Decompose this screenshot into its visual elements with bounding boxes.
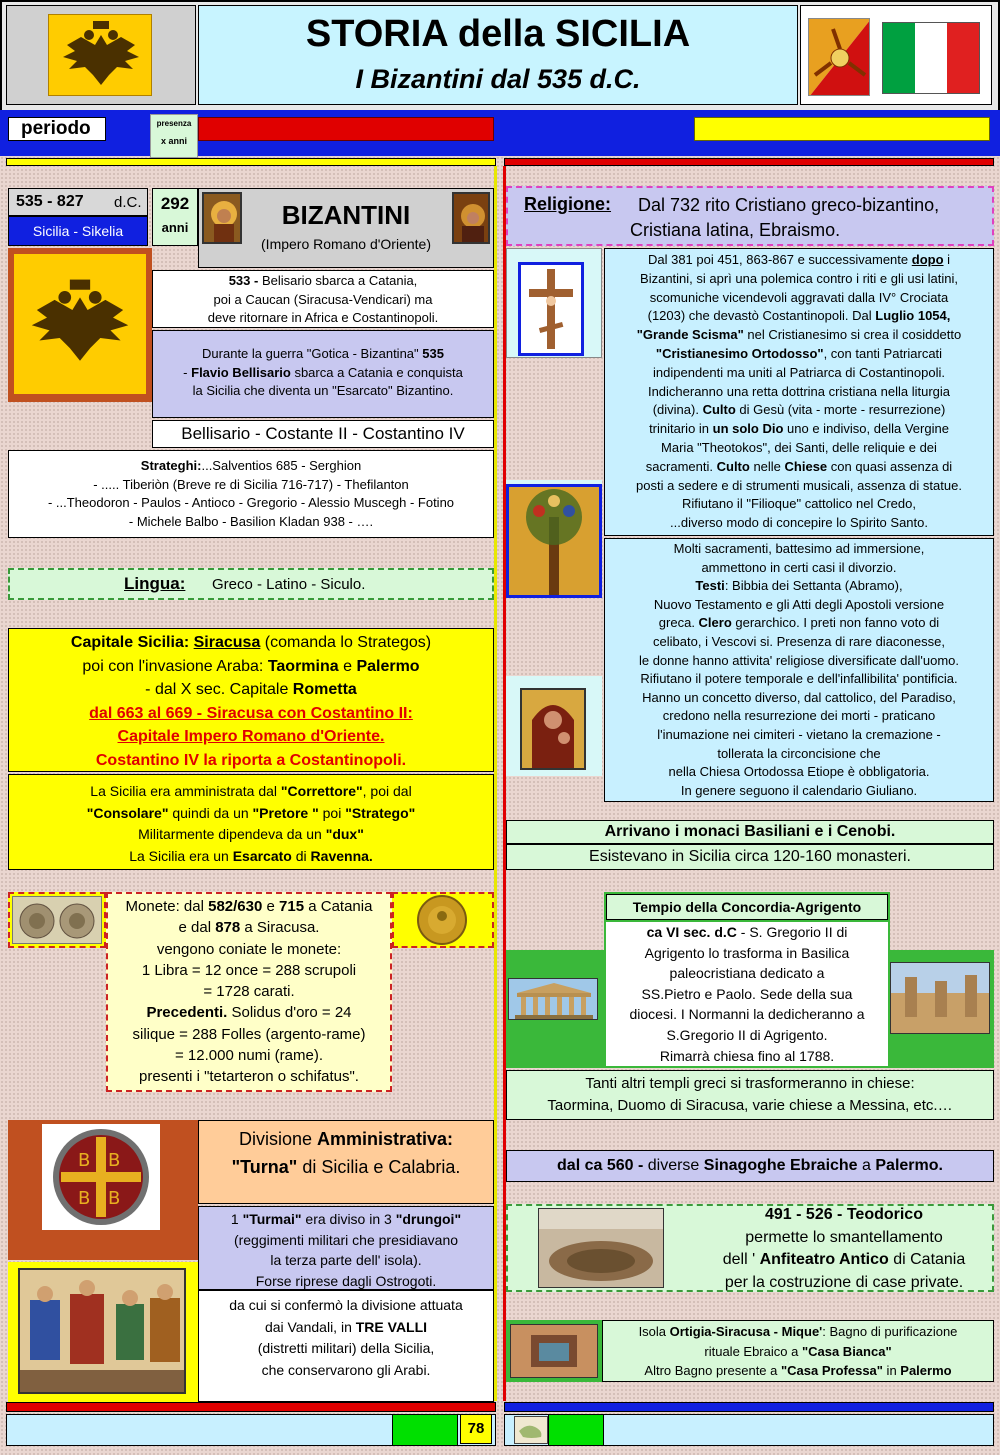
ruins-icon xyxy=(891,963,990,1034)
periodo-label: periodo xyxy=(8,117,106,141)
christ-icon xyxy=(204,194,242,244)
greek-temple-icon xyxy=(509,979,598,1020)
sicily-flag xyxy=(808,18,870,96)
footer-bar-left xyxy=(6,1402,496,1412)
lingua-box xyxy=(8,568,494,600)
manuscript-image xyxy=(18,1268,186,1394)
scisma-box: Dal 381 poi 451, 863-867 e successivamente dopo i Bizantini, si aprì una polemica contro i riti e gli usi latini, scomuniche vicendevoli aggravati dalla IV° Crociata (1203) che devastò Costantinopoli. Dal Luglio 1054, "Grande Scisma" nel Cristianesimo si crea il cosiddetto "Cristianesimo Ortodosso", con tanti Patriarcati indipendenti ma uniti al Patriarca di Costantinopoli. Indicheranno una retta dottrina cristiana nella liturgia (divina). Culto di Gesù (vita - morte - resurrezione) trinitario in un solo Dio uno e indiviso, della Vergine Maria "Theotokos", dei Santi, delle reliquie e dei sacramenti. Culto nelle Chiese con quasi assenza di posti a sedere e di strumenti musicali, assenza di statue. Rifiutano il "Filioque" cattolico nel Credo, ...diverso modo di concepire lo Spirito Santo. xyxy=(604,248,994,536)
strateghi-box: Strateghi:...Salventios 685 - Serghion - ..... Tiberiòn (Breve re di Sicilia 716-717) - Thefilanton - ...Theodoron - Paulos - Antioco - Gregorio - Alessio Muscegh - Fotino - Michele Balbo - Basilion Kladan 938 - …. xyxy=(8,450,494,538)
anfiteatro-image xyxy=(538,1208,664,1288)
double-eagle-flag-icon xyxy=(14,254,146,394)
timeline-red-segment xyxy=(198,117,494,141)
anni-label: anni xyxy=(161,220,189,235)
byzantine-flag-inner xyxy=(14,254,146,394)
theotokos-image xyxy=(520,688,586,770)
lingua-value: Greco - Latino - Siculo. xyxy=(212,576,366,593)
gold-coin-icon xyxy=(416,894,468,946)
people-title: BIZANTINI xyxy=(281,200,411,230)
religione-line1: Dal 732 rito Cristiano greco-bizantino, xyxy=(638,195,940,215)
tree-of-jesse-icon xyxy=(509,487,599,595)
madonna-icon xyxy=(454,194,490,244)
christ-icon-image xyxy=(202,192,242,244)
monete-box: Monete: dal 582/630 e 715 a Catania e dal 878 a Siracusa. vengono coniate le monete: 1 Libra = 12 once = 288 scrupoli = 1728 carati. Precedenti. Solidus d'oro = 24 silique = 288 Folles (argento-rame) = 12.000 numi (rame). presenti i "tetarteron o schifatus". xyxy=(106,892,392,1092)
coins-left-image xyxy=(12,896,102,944)
italy-flag xyxy=(882,22,980,94)
manuscript-illustration-icon xyxy=(20,1270,186,1394)
templi-box: Tanti altri templi greci si trasformeranno in chiese: Taormina, Duomo di Siracusa, varie chiese a Messina, etc.… xyxy=(506,1070,994,1120)
presenza-box xyxy=(150,114,198,158)
vandali-box: da cui si confermò la divisione attuata dai Vandali, in TRE VALLI (distretti militari) della Sicilia, che conservarono gli Arabi. xyxy=(198,1290,494,1402)
svg-text:B: B xyxy=(108,1150,121,1171)
ritual-bath-icon xyxy=(511,1325,597,1377)
amphitheatre-icon xyxy=(539,1209,663,1287)
footer-right-green xyxy=(548,1414,604,1446)
region-label: Sicilia - Sikelia xyxy=(32,223,124,239)
page-subtitle: I Bizantini dal 535 d.C. xyxy=(355,64,641,94)
basilica-ruins-image xyxy=(890,962,990,1034)
svg-text:B: B xyxy=(78,1188,91,1209)
footer-green-block xyxy=(392,1414,458,1446)
left-column-top-bar xyxy=(6,158,496,166)
map-thumbnail-icon xyxy=(515,1417,547,1443)
religione-line2: Cristiana latina, Ebraismo. xyxy=(630,220,841,240)
monasteri-box: Esistevano in Sicilia circa 120-160 monasteri. xyxy=(506,844,994,870)
religione-label: Religione: xyxy=(524,194,612,214)
xanni-label: x anni xyxy=(160,136,187,146)
belisario-box: 533 - Belisario sbarca a Catania, poi a Caucan (Siracusa-Vendicari) ma deve ritornare in Africa e Costantinopoli. xyxy=(152,270,494,328)
page-number: 78 xyxy=(460,1414,492,1444)
teodorico-text: 491 - 526 - Teodorico permette lo smantellamento dell ' Anfiteatro Antico di Catania per la costruzione di case private. xyxy=(722,1206,966,1291)
rulers: Bellisario - Costante II - Costantino IV xyxy=(152,420,494,448)
turmai-box: 1 "Turmai" era diviso in 3 "drungoi" (reggimenti militari che presidiavano la terza parte dell' isola). Forse riprese dagli Ostrogoti. xyxy=(198,1206,494,1290)
tempio-concordia-image xyxy=(508,978,598,1020)
coin-pair-icon xyxy=(13,897,103,945)
crucifix-image xyxy=(518,262,584,356)
gotica-box: Durante la guerra "Gotica - Bizantina" 535 - Flavio Bellisario sbarca a Catania e conquista la Sicilia che diventa un "Esarcato" Bizantino. xyxy=(152,330,494,418)
page-title: STORIA della SICILIA xyxy=(305,13,691,55)
left-column-yellow-line xyxy=(494,166,497,1401)
tempio-text-box: ca VI sec. d.C - S. Gregorio II di Agrigento lo trasforma in Basilica paleocristiana dedicato a SS.Pietro e Paolo. Sede della sua diocesi. I Normanni la dedicheranno a S.Gregorio II di Agrigento. Rimarrà chiesa fino al 1788. xyxy=(606,922,888,1066)
svg-text:B: B xyxy=(108,1188,121,1209)
dc-label: d.C. xyxy=(114,194,142,211)
tree-icon-image xyxy=(506,484,602,598)
madonna-icon-image xyxy=(452,192,490,244)
admin-box: La Sicilia era amministrata dal "Correttore", poi dal "Consolare" quindi da un "Pretore " poi "Stratego" Militarmente dipendeva da un "dux" La Sicilia era un Esarcato di Ravenna. xyxy=(8,774,494,870)
crucifix-icon xyxy=(521,265,581,353)
ortigia-box: Isola Ortigia-Siracusa - Mique': Bagno di purificazione rituale Ebraico a "Casa Bianca" Altro Bagno presente a "Casa Professa" in Palermo xyxy=(602,1320,994,1382)
turna-emblem xyxy=(42,1124,160,1230)
years: 292 xyxy=(160,194,190,213)
sinagoghe-box: dal ca 560 - diverse Sinagoghe Ebraiche a Palermo. xyxy=(506,1150,994,1182)
footer-map-thumb xyxy=(514,1416,548,1444)
byzantine-eagle-flag xyxy=(48,14,152,96)
right-column-top-bar xyxy=(504,158,994,166)
religione-box xyxy=(506,186,994,246)
byzantine-cross-shield-icon xyxy=(42,1124,160,1230)
capitale-box: Capitale Sicilia: Siracusa (comanda lo Strategos) poi con l'invasione Araba: Taormina e Palermo - dal X sec. Capitale Rometta dal 663 al 669 - Siracusa con Costantino II: Capitale Impero Romano d'Oriente. Costantino IV la riporta a Costantinopoli. xyxy=(8,628,494,772)
presenza-label: presenza xyxy=(156,119,192,128)
gold-coin-image xyxy=(416,894,468,946)
divisione-box: Divisione Amministrativa: "Turna" di Sicilia e Calabria. xyxy=(198,1120,494,1204)
virgin-mary-icon xyxy=(522,690,584,768)
double-eagle-icon xyxy=(49,15,153,97)
people-subtitle: (Impero Romano d'Oriente) xyxy=(261,236,431,252)
timeline-yellow-segment xyxy=(694,117,990,141)
tempio-title: Tempio della Concordia-Agrigento xyxy=(606,894,888,920)
footer-bar-right xyxy=(504,1402,994,1412)
mikveh-image xyxy=(510,1324,598,1378)
dates: 535 - 827 xyxy=(16,193,84,210)
monaci-box: Arrivano i monaci Basiliani e i Cenobi. xyxy=(506,820,994,844)
svg-text:B: B xyxy=(78,1150,91,1171)
belisario-year: 533 - xyxy=(228,273,259,288)
trinacria-icon xyxy=(809,19,870,96)
sacramenti-box: Molti sacramenti, battesimo ad immersione, ammettono in certi casi il divorzio. Testi: Bibbia dei Settanta (Abramo), Nuovo Testamento e gli Atti degli Apostoli versione greca. Clero gerarchico. I preti non fanno voto di celibato, i Vescovi si. Presenza di rare diaconesse, le donne hanno attivita' religiose diversificate dall'uomo. Rifiutano il potere temporale e dell'infallibilita' pontificia. Hanno un concetto diverso, dal cattolico, del Paradiso, credono nella resurrezione dei morti - praticano l'inumazione nei cimiteri - vietano la cremazione - tollerata la circoncisione che nella Chiesa Ortodossa Etiope è obbligatoria. In genere seguono il calendario Giuliano. xyxy=(604,538,994,802)
lingua-label: Lingua: xyxy=(124,574,186,593)
